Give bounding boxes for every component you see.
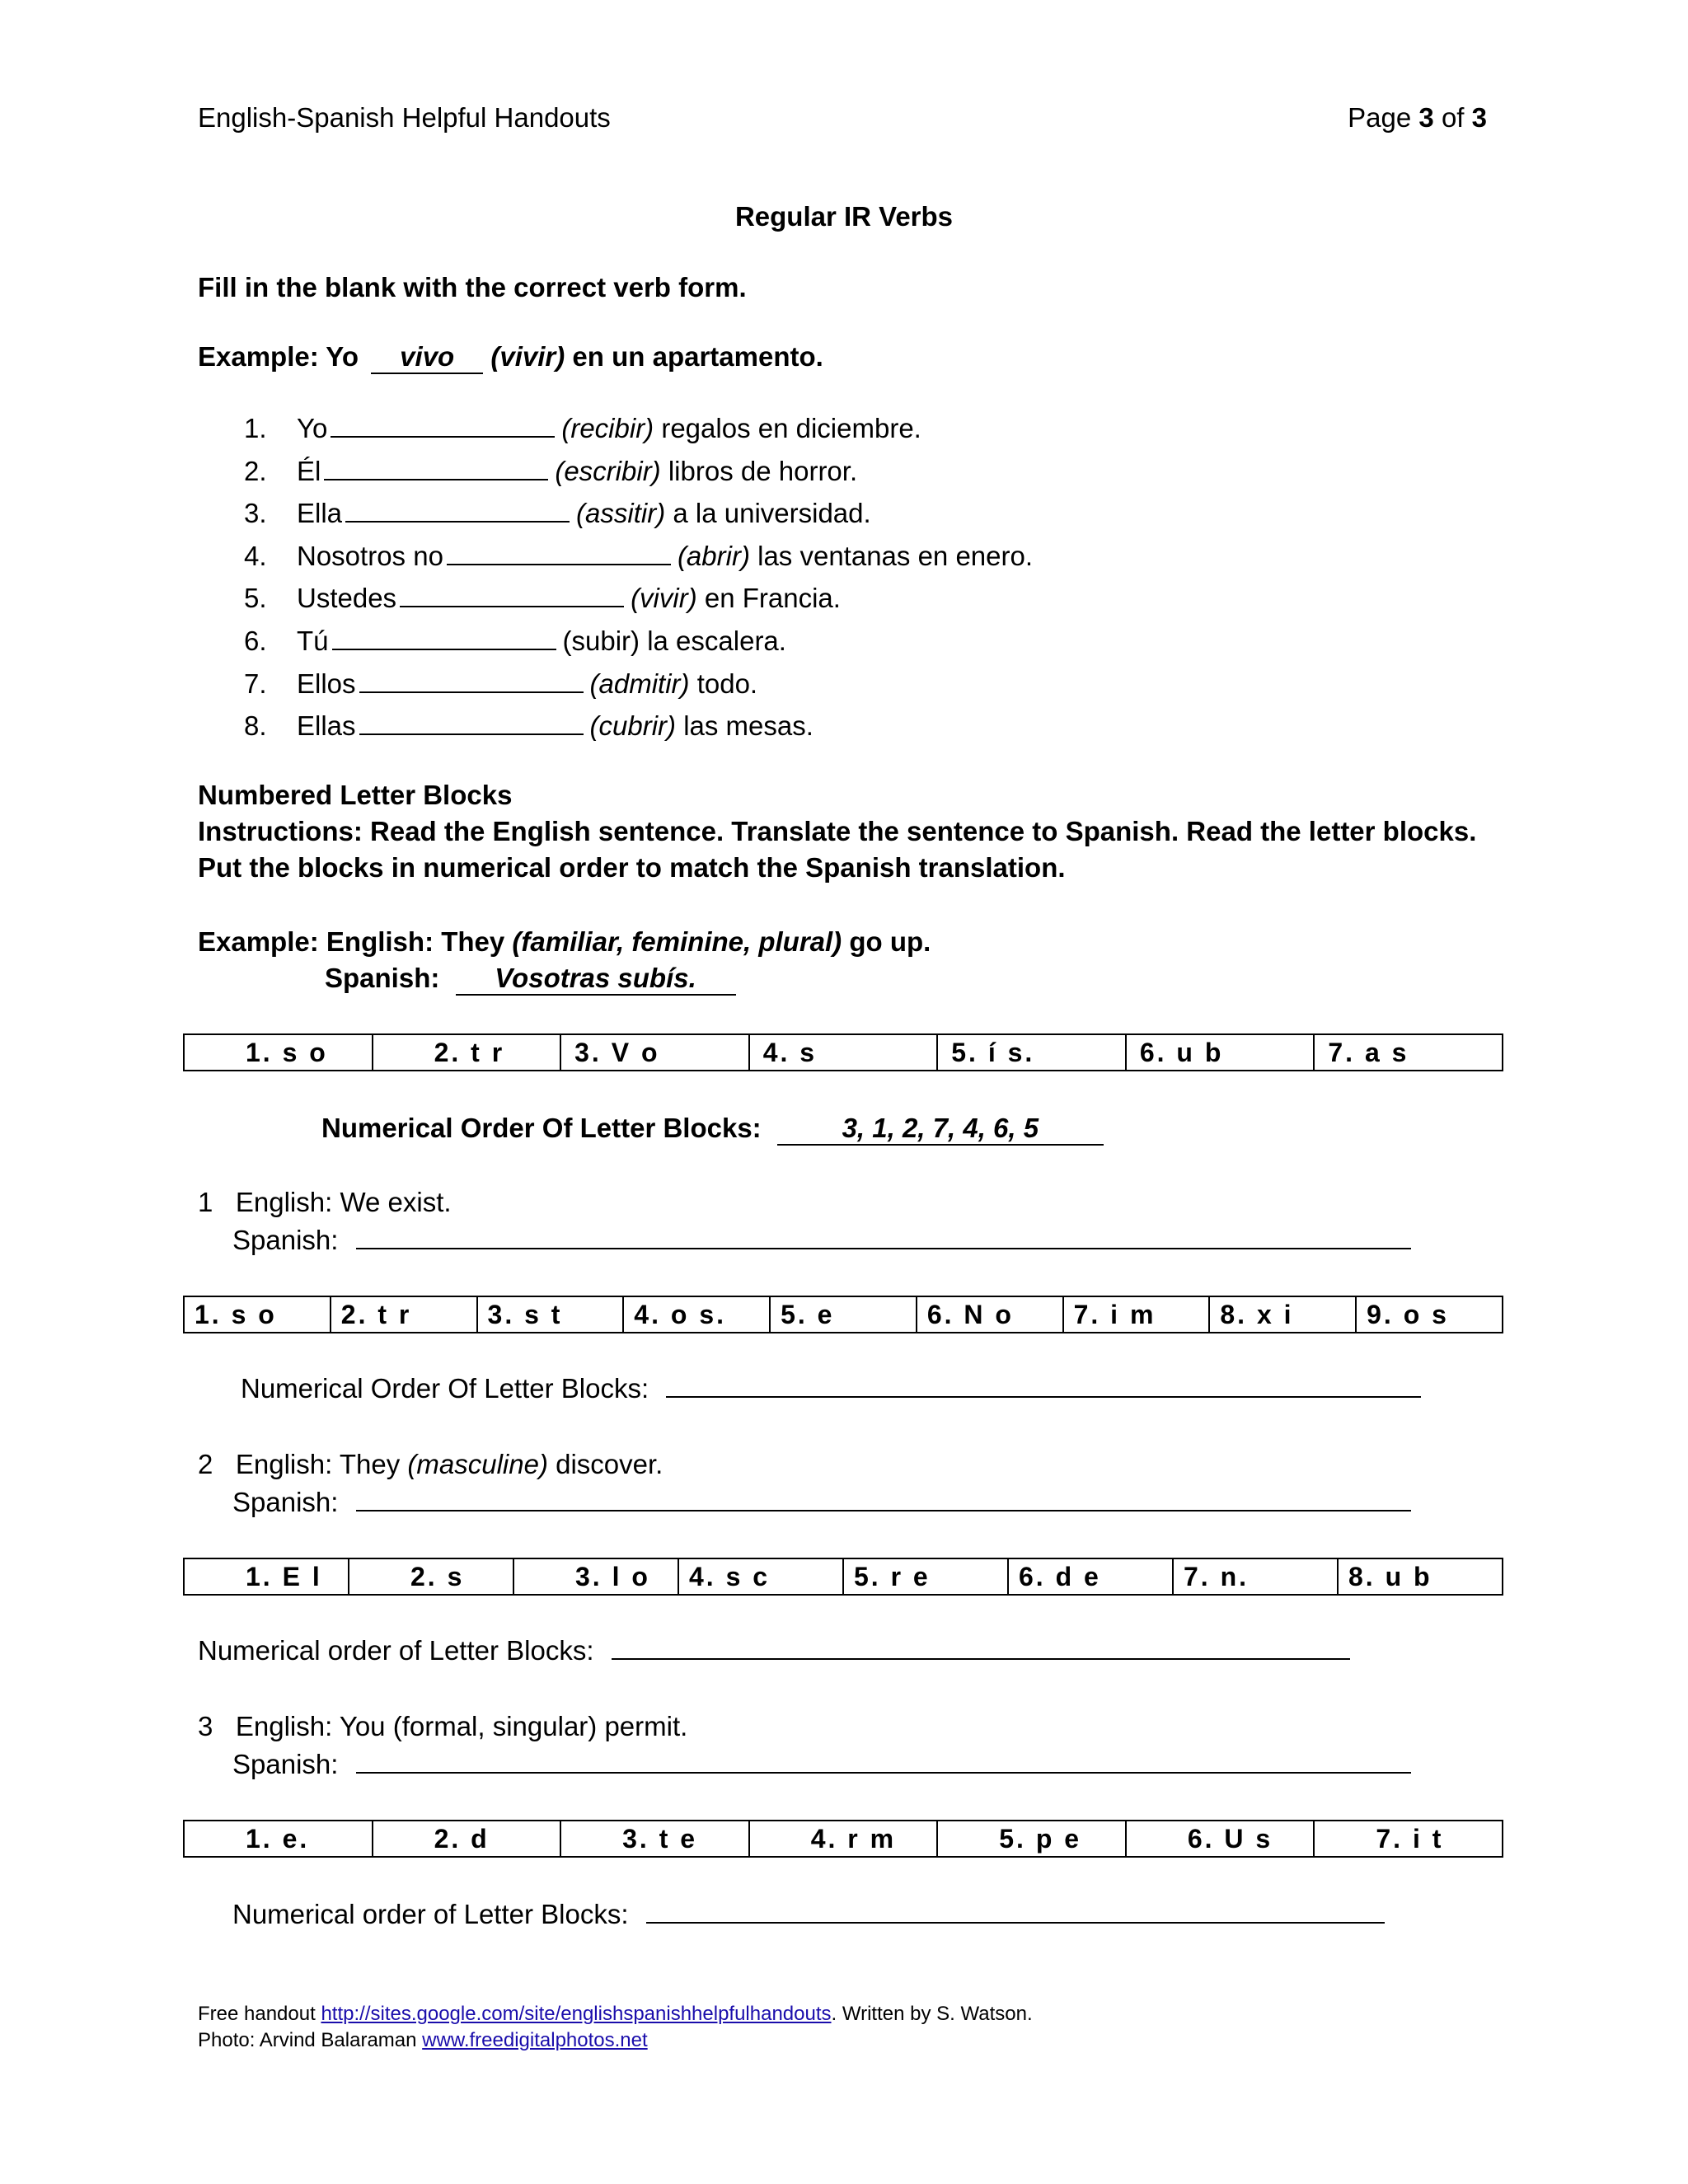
letter-block: 8. u b [1338,1558,1503,1595]
letter-block: 2. d [373,1821,561,1857]
question-number: 3 [198,1711,213,1741]
letter-blocks-q2 [183,1558,1503,1596]
exercise-verb: (recibir) [561,413,654,443]
fill-instruction: Fill in the blank with the correct verb form. [198,272,747,302]
question-spanish [232,1223,1411,1256]
exercise-verb: (subir) [562,625,640,656]
letter-block: 2. t r [331,1296,477,1333]
example-spanish-answer: Vosotras subís. [456,963,736,996]
order-answer-line[interactable] [646,1897,1385,1924]
exercise-verb: (assitir) [576,498,666,529]
order-answer-line[interactable] [666,1371,1421,1398]
exercise-number: 7. [244,668,267,699]
handout-site-link[interactable]: http://sites.google.com/site/englishspanishhelpfulhandouts [321,2003,832,2025]
exercise-rest: la escalera. [647,625,786,656]
spanish-answer-line[interactable] [356,1223,1411,1249]
exercise-item [244,492,1033,535]
exercise-rest: las ventanas en enero. [757,540,1034,571]
letter-block: 6. u b [1126,1034,1315,1071]
exercise-rest: libros de horror. [668,455,858,486]
letter-block: 3. V o [560,1034,749,1071]
question-english [198,1449,663,1480]
exercise-number: 5. [244,583,267,614]
letter-block: 3. s t [477,1296,624,1333]
answer-blank[interactable] [447,539,671,565]
letter-block: 3. l o [513,1558,678,1595]
letter-block: 1. s o [184,1296,331,1333]
page-prefix: Page [1348,102,1412,133]
exercise-subject: Él [297,455,321,486]
exercise-subject: Tú [297,625,329,656]
question-spanish [232,1485,1411,1518]
letter-block: 7. i m [1063,1296,1210,1333]
footer-photo-credit: Photo: Arvind Balaraman [198,2029,417,2051]
example-english [198,926,931,958]
order-label: Numerical order of Letter Blocks: [198,1635,594,1666]
letter-block: 6. d e [1008,1558,1173,1595]
question-english [198,1187,452,1218]
question-english-text: English: They [235,1449,401,1479]
photo-site-link[interactable]: www.freedigitalphotos.net [422,2029,648,2051]
example-english-rest: go up. [849,926,931,957]
letter-block: 9. o s [1356,1296,1503,1333]
exercise-number: 4. [244,540,267,571]
page-of: of [1441,102,1465,133]
letter-block: 5. p e [937,1821,1126,1857]
letter-block: 8. x i [1209,1296,1356,1333]
order-label: Numerical order of Letter Blocks: [232,1899,629,1929]
exercise-verb: (cubrir) [589,710,677,742]
letter-block: 7. a s [1314,1034,1503,1071]
example-prefix: Example: Yo [198,341,359,372]
exercise-verb: (admitir) [589,668,690,699]
exercise-number: 6. [244,625,267,656]
letter-block: 4. r m [749,1821,938,1857]
answer-blank[interactable] [332,624,556,650]
example-spanish-label: Spanish: [325,963,440,993]
example-spanish [325,963,736,996]
letter-block: 5. r e [843,1558,1008,1595]
exercise-rest: a la universidad. [673,498,871,529]
answer-blank[interactable] [324,454,548,480]
letter-block: 1. E l [184,1558,349,1595]
letter-block: 5. e [770,1296,917,1333]
letter-block: 6. N o [917,1296,1063,1333]
exercise-item [244,450,1033,493]
blocks-instructions-1: Instructions: Read the English sentence. Translate the sentence to Spanish. Read the letter blocks. [198,816,1477,846]
example-verb: (vivir) [490,341,565,372]
example-order-label: Numerical Order Of Letter Blocks: [321,1113,762,1143]
spanish-label: Spanish: [232,1225,339,1255]
exercise-subject: Ellos [297,668,356,699]
exercise-subject: Yo [297,413,328,443]
example-rest: en un apartamento. [572,341,823,372]
letter-block: 1. s o [184,1034,373,1071]
letter-blocks-q1 [183,1296,1503,1333]
answer-blank[interactable] [331,411,555,438]
exercise-subject: Ustedes [297,583,397,614]
order-answer-line[interactable] [612,1633,1350,1660]
exercise-number: 2. [244,455,267,486]
question-english [198,1711,687,1742]
order-row-q3 [232,1897,1385,1930]
letter-block: 2. s [349,1558,513,1595]
letter-block: 6. U s [1126,1821,1315,1857]
page-title: Regular IR Verbs [734,201,954,232]
letter-block: 7. n. [1173,1558,1338,1595]
exercise-item [244,620,1033,663]
answer-blank[interactable] [400,581,624,607]
question-english-text: English: You (formal, singular) permit. [235,1711,688,1741]
answer-blank[interactable] [345,496,570,523]
spanish-label: Spanish: [232,1487,339,1517]
example-order-answer: 3, 1, 2, 7, 4, 6, 5 [777,1113,1104,1146]
question-english-text: English: We exist. [235,1187,452,1217]
exercise-rest: regalos en diciembre. [661,413,921,443]
example-letter-blocks [183,1033,1503,1071]
page-indicator [1348,102,1487,134]
page-number: 3 [1418,102,1434,133]
blocks-heading: Numbered Letter Blocks [198,780,513,810]
letter-block: 3. t e [560,1821,749,1857]
exercise-subject: Ella [297,498,343,529]
letter-block: 4. s c [678,1558,843,1595]
exercise-number: 1. [244,413,267,443]
example-order [321,1113,1104,1146]
letter-blocks-q3 [183,1820,1503,1858]
exercise-list [244,407,1033,748]
letter-block: 5. í s. [937,1034,1126,1071]
example-english-prefix: Example: English: They [198,926,505,957]
footer-line-2 [198,2029,648,2052]
exercise-rest: las mesas. [683,710,814,742]
blocks-instructions-2: Put the blocks in numerical order to match the Spanish translation. [198,852,1066,883]
exercise-item [244,663,1033,705]
exercise-number: 8. [244,710,267,742]
example-fill [198,341,823,374]
footer-prefix: Free handout [198,2003,316,2025]
example-english-paren: (familiar, feminine, plural) [512,926,842,957]
exercise-item [244,407,1033,450]
question-number: 2 [198,1449,213,1479]
page-total: 3 [1471,102,1487,133]
footer-author: . Written by S. Watson. [831,2003,1033,2025]
exercise-rest: en Francia. [704,583,841,614]
exercise-rest: todo. [696,668,758,699]
exercise-verb: (abrir) [677,540,750,571]
question-spanish [232,1747,1411,1780]
question-english-paren: (masculine) [407,1449,548,1479]
answer-blank[interactable] [359,709,584,735]
letter-block: 4. o s. [623,1296,770,1333]
order-label: Numerical Order Of Letter Blocks: [241,1373,649,1404]
spanish-answer-line[interactable] [356,1747,1411,1774]
question-english-rest: discover. [556,1449,663,1479]
spanish-label: Spanish: [232,1749,339,1779]
order-row-q2 [198,1633,1350,1666]
exercise-item [244,535,1033,578]
question-number: 1 [198,1187,213,1217]
exercise-number: 3. [244,498,267,529]
footer-line-1 [198,2003,1033,2026]
exercise-item [244,577,1033,620]
answer-blank[interactable] [359,667,584,693]
letter-block: 2. t r [373,1034,561,1071]
exercise-verb: (escribir) [555,455,661,486]
example-answer: vivo [371,341,483,374]
spanish-answer-line[interactable] [356,1485,1411,1511]
letter-block: 4. s [749,1034,938,1071]
exercise-item [244,705,1033,748]
exercise-subject: Nosotros no [297,540,443,571]
letter-block: 7. i t [1314,1821,1503,1857]
letter-block: 1. e. [184,1821,373,1857]
exercise-verb: (vivir) [631,583,697,614]
exercise-subject: Ellas [297,710,356,742]
order-row-q1 [241,1371,1421,1404]
header-title: English-Spanish Helpful Handouts [198,102,611,133]
